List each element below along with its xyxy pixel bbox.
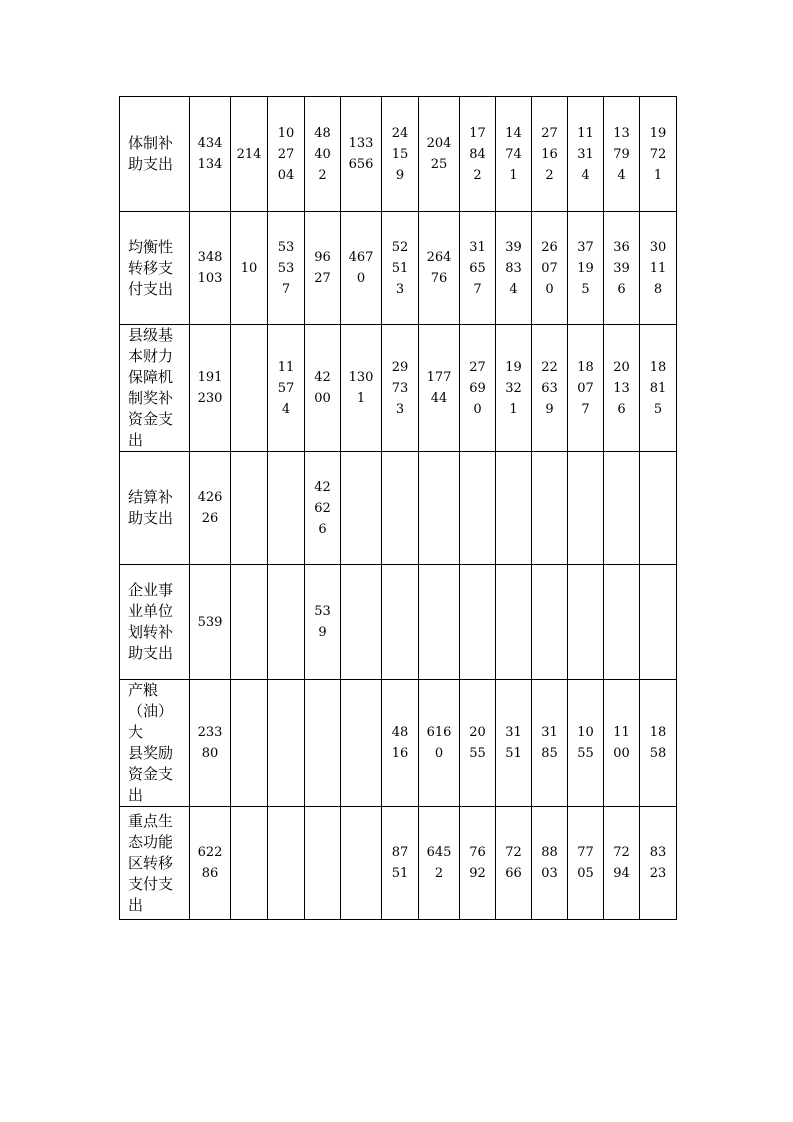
cell-value: 31 65 7	[469, 239, 486, 297]
table-cell	[532, 680, 568, 807]
table-cell	[604, 325, 640, 452]
cell-value: 18 81 5	[649, 359, 667, 417]
cell-value: 10 55	[577, 725, 594, 761]
table-cell	[268, 565, 305, 680]
row-label-cell	[120, 565, 190, 680]
cell-value: 467 0	[348, 250, 374, 286]
table-cell	[460, 807, 496, 920]
cell-value: 14 74 1	[505, 125, 522, 183]
table-row	[120, 452, 677, 565]
row-label-cell	[120, 680, 190, 807]
table-cell	[496, 212, 532, 325]
cell-value: 31 51	[505, 725, 522, 761]
table-cell	[496, 452, 532, 565]
table-cell	[604, 97, 640, 212]
table-cell	[382, 680, 419, 807]
table-cell	[382, 325, 419, 452]
row-label: 体制补 助支出	[128, 134, 174, 173]
cell-value: 10	[240, 260, 258, 276]
cell-value: 11 00	[613, 725, 630, 761]
table-cell	[568, 565, 604, 680]
table-cell	[460, 212, 496, 325]
cell-value: 133 656	[348, 136, 374, 172]
table-cell	[382, 807, 419, 920]
table-cell	[568, 807, 604, 920]
cell-value: 645 2	[426, 845, 452, 881]
table-cell	[460, 452, 496, 565]
table-cell	[341, 325, 382, 452]
table-cell	[640, 452, 677, 565]
cell-value: 10 27 04	[277, 125, 295, 183]
cell-value: 434 134	[197, 136, 223, 172]
table-cell	[640, 807, 677, 920]
cell-value: 616 0	[426, 725, 452, 761]
table-cell	[419, 212, 460, 325]
cell-value: 36 39 6	[613, 239, 630, 297]
row-label-cell	[120, 325, 190, 452]
cell-value: 72 66	[505, 845, 522, 881]
table-cell	[190, 680, 231, 807]
table-cell	[460, 325, 496, 452]
row-label-cell	[120, 212, 190, 325]
table-row	[120, 807, 677, 920]
table-cell	[460, 97, 496, 212]
cell-value: 48 16	[391, 725, 409, 761]
table-cell	[640, 325, 677, 452]
table-cell	[190, 565, 231, 680]
cell-value: 11 57 4	[277, 359, 295, 417]
table-cell	[532, 325, 568, 452]
table-cell	[341, 212, 382, 325]
cell-value: 19 32 1	[505, 359, 522, 417]
cell-value: 26 07 0	[541, 239, 558, 297]
table-cell	[305, 807, 341, 920]
cell-value: 19 72 1	[649, 125, 667, 183]
cell-value: 13 79 4	[613, 125, 630, 183]
table-cell	[382, 452, 419, 565]
table-cell	[568, 97, 604, 212]
table-cell	[341, 807, 382, 920]
table-cell	[460, 680, 496, 807]
table-cell	[496, 565, 532, 680]
cell-value: 214	[236, 146, 262, 162]
table-cell	[640, 212, 677, 325]
cell-value: 20 13 6	[613, 359, 630, 417]
table-cell	[231, 97, 268, 212]
table-cell	[532, 452, 568, 565]
table-cell	[640, 97, 677, 212]
table-cell	[341, 565, 382, 680]
table-cell	[268, 212, 305, 325]
table-cell	[604, 807, 640, 920]
table-cell	[268, 807, 305, 920]
cell-value: 27 69 0	[469, 359, 486, 417]
row-label-cell	[120, 452, 190, 565]
table-cell	[568, 212, 604, 325]
cell-value: 426 26	[197, 490, 223, 526]
table-cell	[419, 565, 460, 680]
table-cell	[382, 97, 419, 212]
table-cell	[341, 680, 382, 807]
cell-value: 96 27	[314, 250, 331, 286]
row-label: 产粮 （油）大 县奖励 资金支 出	[128, 681, 174, 804]
row-label: 重点生 态功能 区转移 支付支 出	[128, 811, 174, 914]
table-cell	[532, 97, 568, 212]
table-cell	[190, 807, 231, 920]
cell-value: 52 51 3	[391, 239, 409, 297]
cell-value: 83 23	[649, 845, 667, 881]
table-row	[120, 97, 677, 212]
table-cell	[496, 680, 532, 807]
cell-value: 130 1	[348, 370, 374, 406]
table-cell	[231, 680, 268, 807]
cell-value: 18 07 7	[577, 359, 594, 417]
cell-value: 177 44	[426, 370, 452, 406]
cell-value: 29 73 3	[391, 359, 409, 417]
row-label-cell	[120, 807, 190, 920]
table-cell	[568, 680, 604, 807]
row-label: 县级基 本财力 保障机 制奖补 资金支 出	[128, 326, 174, 449]
cell-value: 204 25	[426, 136, 452, 172]
table-cell	[305, 680, 341, 807]
cell-value: 48 40 2	[314, 125, 331, 183]
row-label: 企业事 业单位 划转补 助支出	[128, 581, 174, 662]
table-cell	[382, 212, 419, 325]
table-cell	[305, 565, 341, 680]
cell-value: 53 9	[314, 604, 331, 640]
cell-value: 53 53 7	[277, 239, 295, 297]
cell-value: 77 05	[577, 845, 594, 881]
cell-value: 20 55	[469, 725, 486, 761]
cell-value: 87 51	[391, 845, 409, 881]
table-cell	[604, 565, 640, 680]
table-cell	[532, 212, 568, 325]
budget-table	[119, 96, 677, 920]
table-cell	[305, 97, 341, 212]
table-cell	[231, 212, 268, 325]
table-cell	[190, 97, 231, 212]
cell-value: 31 85	[541, 725, 558, 761]
table-cell	[568, 452, 604, 565]
table-cell	[268, 97, 305, 212]
table-cell	[604, 680, 640, 807]
cell-value: 18 58	[649, 725, 667, 761]
table-cell	[640, 565, 677, 680]
table-cell	[190, 325, 231, 452]
table-body	[120, 97, 677, 920]
table-cell	[640, 680, 677, 807]
table-cell	[496, 97, 532, 212]
cell-value: 233 80	[197, 725, 223, 761]
table-cell	[419, 452, 460, 565]
table-cell	[305, 212, 341, 325]
table-cell	[231, 565, 268, 680]
cell-value: 30 11 8	[649, 239, 667, 297]
cell-value: 42 00	[314, 370, 331, 406]
table-cell	[419, 807, 460, 920]
cell-value: 39 83 4	[505, 239, 522, 297]
table-row	[120, 212, 677, 325]
table-cell	[268, 325, 305, 452]
table-cell	[190, 212, 231, 325]
table-cell	[460, 565, 496, 680]
table-cell	[419, 97, 460, 212]
table-cell	[419, 680, 460, 807]
table-cell	[496, 807, 532, 920]
row-label: 结算补 助支出	[128, 488, 174, 527]
table-cell	[190, 452, 231, 565]
cell-value: 11 31 4	[577, 125, 594, 183]
table-cell	[231, 807, 268, 920]
table-cell	[231, 452, 268, 565]
table-cell	[268, 452, 305, 565]
row-label: 均衡性 转移支 付支出	[128, 237, 174, 298]
table-row	[120, 680, 677, 807]
row-label-cell	[120, 97, 190, 212]
table-row	[120, 325, 677, 452]
table-cell	[419, 325, 460, 452]
table-cell	[532, 807, 568, 920]
table-row	[120, 565, 677, 680]
table-cell	[532, 565, 568, 680]
table-cell	[604, 452, 640, 565]
table-cell	[382, 565, 419, 680]
table-cell	[305, 325, 341, 452]
cell-value: 191 230	[197, 370, 223, 406]
cell-value: 76 92	[469, 845, 486, 881]
table-cell	[341, 452, 382, 565]
table-cell	[568, 325, 604, 452]
cell-value: 17 84 2	[469, 125, 486, 183]
table-cell	[268, 680, 305, 807]
table-cell	[305, 452, 341, 565]
table-cell	[496, 325, 532, 452]
table-cell	[231, 325, 268, 452]
table-cell	[604, 212, 640, 325]
cell-value: 264 76	[426, 250, 452, 286]
cell-value: 539	[197, 614, 223, 630]
cell-value: 37 19 5	[577, 239, 594, 297]
cell-value: 88 03	[541, 845, 558, 881]
cell-value: 622 86	[197, 845, 223, 881]
cell-value: 42 62 6	[314, 479, 331, 537]
cell-value: 22 63 9	[541, 359, 558, 417]
cell-value: 27 16 2	[541, 125, 558, 183]
cell-value: 72 94	[613, 845, 630, 881]
table-cell	[341, 97, 382, 212]
cell-value: 24 15 9	[391, 125, 409, 183]
cell-value: 348 103	[197, 250, 223, 286]
